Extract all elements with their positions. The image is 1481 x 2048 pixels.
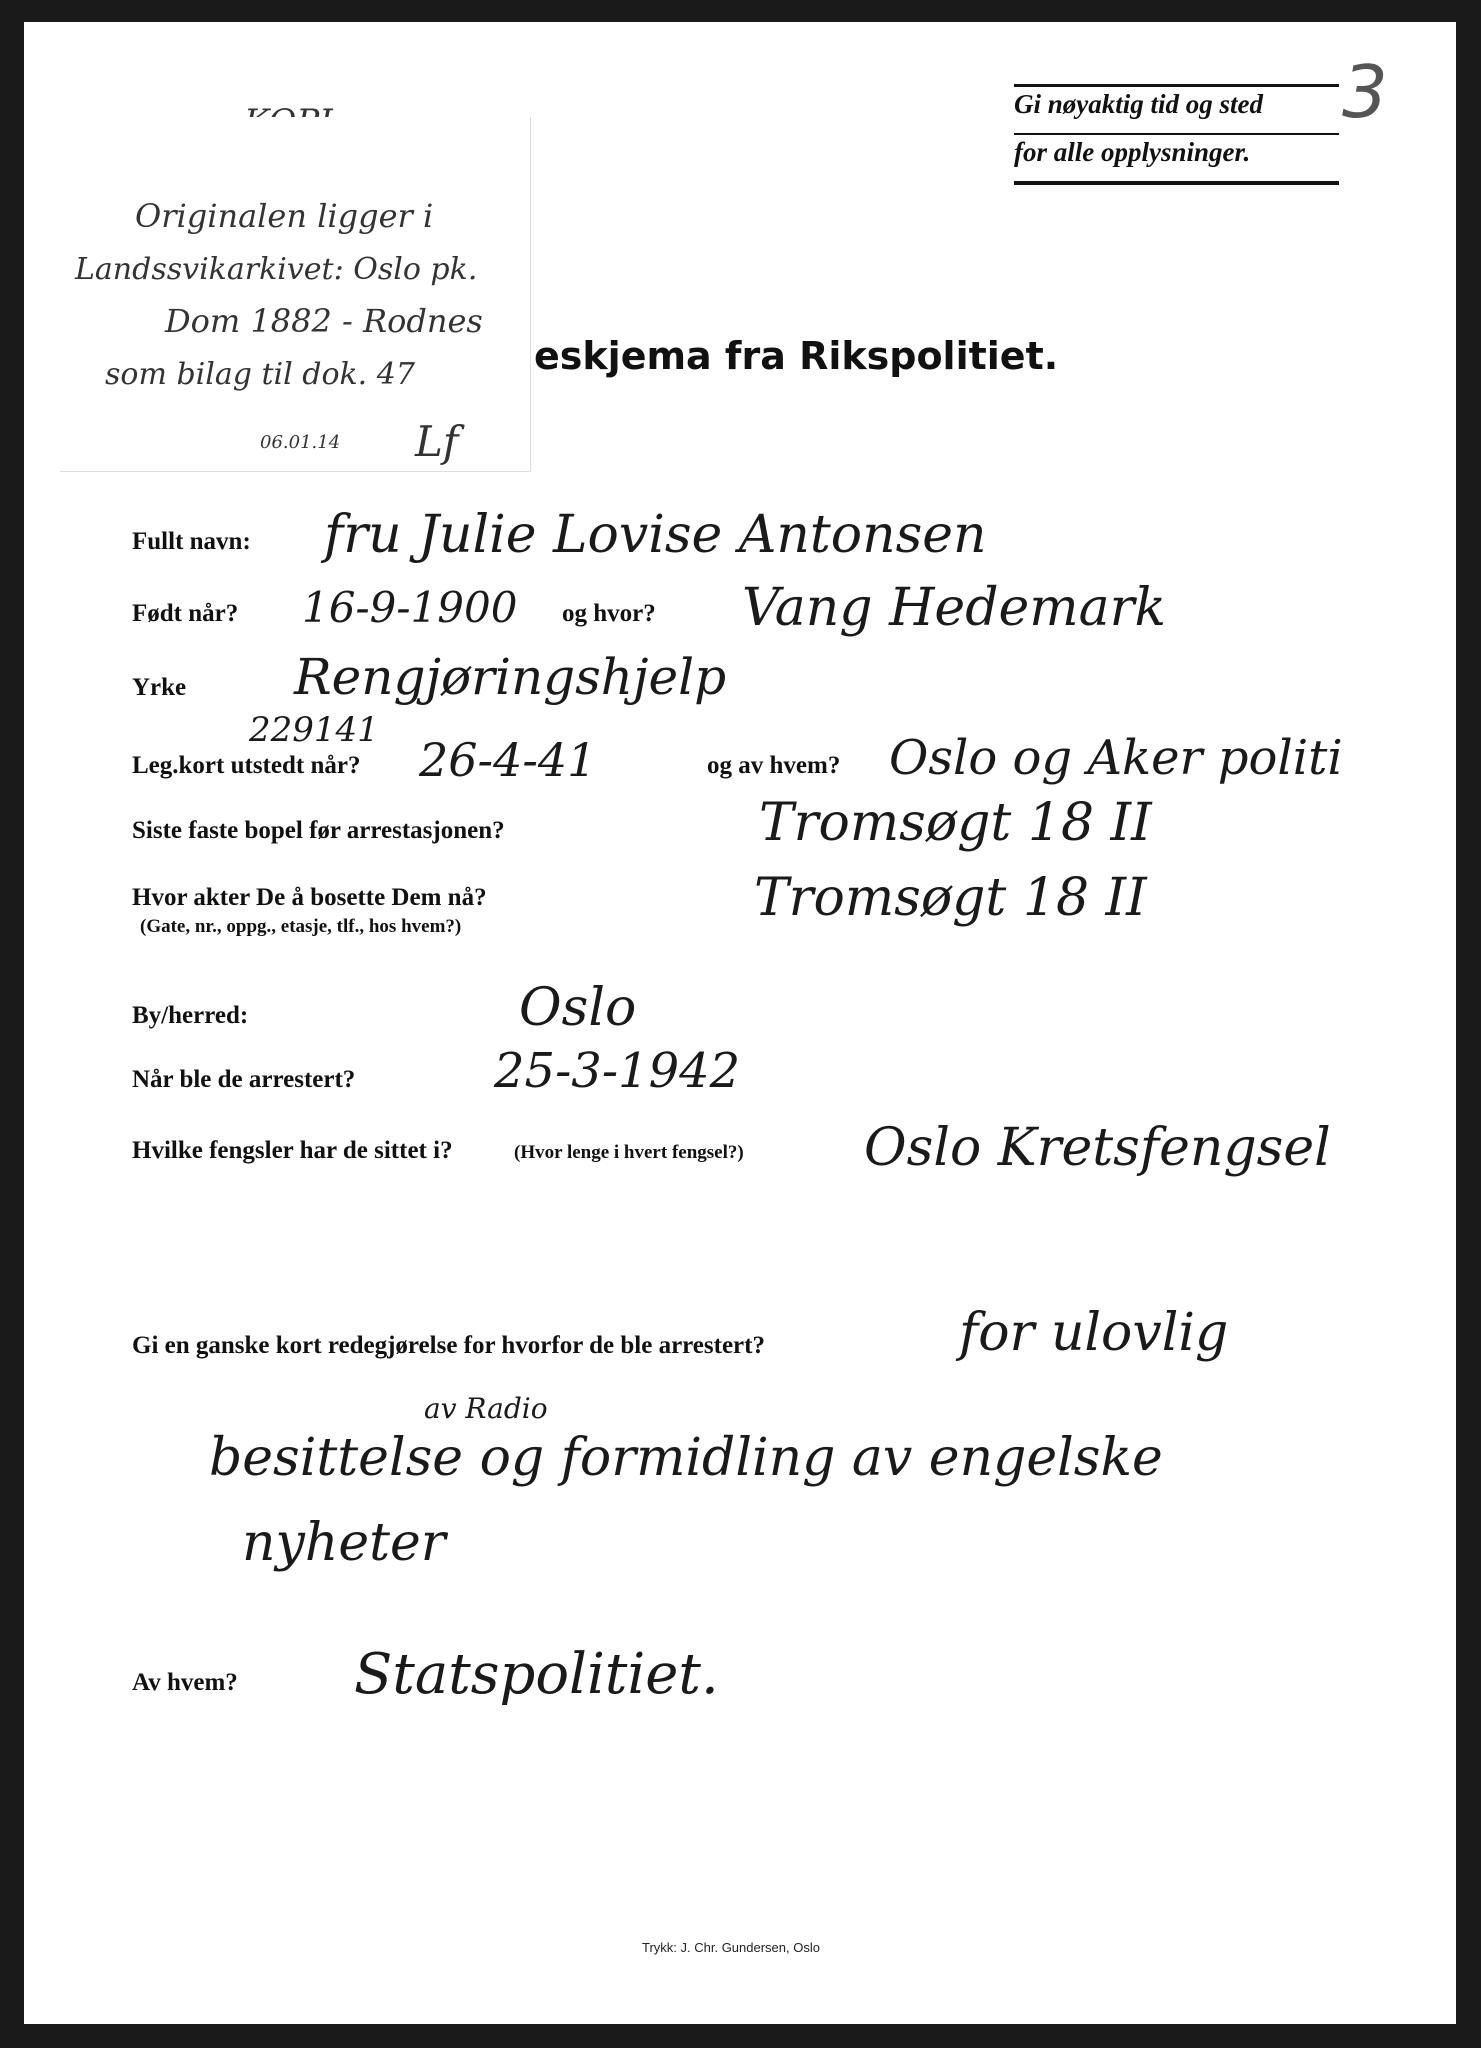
archive-note-line2: Landssvikarkivet: Oslo pk. bbox=[75, 252, 478, 287]
prisons-value: Oslo Kretsfengsel bbox=[864, 1118, 1331, 1178]
instruction-box bbox=[1014, 84, 1339, 185]
intended-residence-label: Hvor akter De å bosette Dem nå? bbox=[132, 884, 487, 911]
prisons-label: Hvilke fengsler har de sittet i? bbox=[132, 1137, 453, 1164]
id-card-issued-value: 26-4-41 bbox=[419, 733, 597, 787]
id-card-issuer-label: og av hvem? bbox=[707, 752, 841, 779]
arrest-reason-value-line3: nyheter bbox=[242, 1513, 446, 1573]
arrested-by-label: Av hvem? bbox=[132, 1669, 238, 1696]
born-when-label: Født når? bbox=[132, 600, 239, 627]
document-page bbox=[24, 22, 1456, 2024]
archive-note-line4: som bilag til dok. 47 bbox=[105, 357, 415, 392]
arrest-reason-label: Gi en ganske kort redegjørelse for hvorfor de ble arrestert? bbox=[132, 1332, 765, 1359]
intended-residence-value: Tromsøgt 18 II bbox=[754, 868, 1147, 928]
town-label: By/herred: bbox=[132, 1002, 249, 1029]
last-residence-value: Tromsøgt 18 II bbox=[759, 793, 1152, 853]
id-card-issuer-value: Oslo og Aker politi bbox=[889, 730, 1343, 786]
form-title: eskjema fra Rikspolitiet. bbox=[534, 334, 1059, 378]
arrest-date-label: Når ble de arrestert? bbox=[132, 1066, 356, 1093]
archive-note-date: 06.01.14 bbox=[260, 432, 341, 453]
instruction-line2: for alle opplysninger. bbox=[1014, 135, 1339, 185]
arrested-by-value: Statspolitiet. bbox=[354, 1642, 719, 1707]
archive-note-initials: Lf bbox=[415, 417, 459, 466]
id-card-number: 229141 bbox=[249, 710, 379, 750]
instruction-line1: Gi nøyaktig tid og sted bbox=[1014, 87, 1339, 135]
archive-note-line3: Dom 1882 - Rodnes bbox=[165, 302, 483, 340]
full-name-value: fru Julie Lovise Antonsen bbox=[324, 505, 987, 565]
archive-note-line1: Originalen ligger i bbox=[135, 197, 434, 235]
born-where-value: Vang Hedemark bbox=[742, 578, 1166, 638]
born-when-value: 16-9-1900 bbox=[302, 583, 518, 632]
town-value: Oslo bbox=[519, 978, 637, 1038]
born-where-label: og hvor? bbox=[562, 600, 656, 627]
last-residence-label: Siste faste bopel før arrestasjonen? bbox=[132, 817, 505, 844]
arrest-date-value: 25-3-1942 bbox=[494, 1043, 741, 1099]
arrest-reason-insert: av Radio bbox=[424, 1392, 548, 1425]
arrest-reason-value-line2: besittelse og formidling av engelske bbox=[209, 1428, 1163, 1488]
page-number: 3 bbox=[1342, 50, 1388, 134]
prisons-sublabel: (Hvor lenge i hvert fengsel?) bbox=[514, 1142, 744, 1163]
arrest-reason-value-line1: for ulovlig bbox=[959, 1303, 1229, 1363]
full-name-label: Fullt navn: bbox=[132, 528, 251, 555]
printer-footer: Trykk: J. Chr. Gundersen, Oslo bbox=[642, 1940, 820, 1955]
occupation-value: Rengjøringshjelp bbox=[294, 648, 727, 706]
intended-residence-sublabel: (Gate, nr., oppg., etasje, tlf., hos hvem?) bbox=[140, 916, 462, 937]
occupation-label: Yrke bbox=[132, 674, 187, 701]
archive-note bbox=[60, 117, 531, 472]
id-card-issued-label: Leg.kort utstedt når? bbox=[132, 752, 361, 779]
